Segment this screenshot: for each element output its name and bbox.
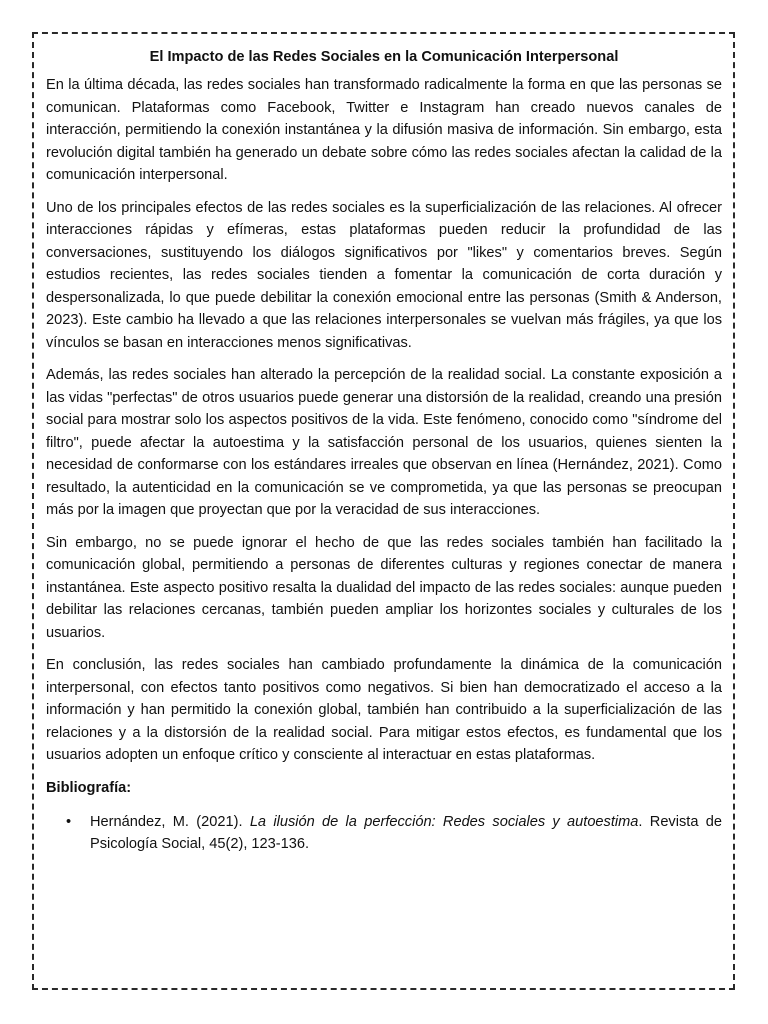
document-title: El Impacto de las Redes Sociales en la Comunicación Interpersonal <box>149 49 619 65</box>
bullet-icon: • <box>66 813 72 830</box>
bibliography-source: . Revista de Psicología Social, 45(2), 123-136. <box>90 813 722 852</box>
bibliography-heading: Bibliografía: <box>46 779 132 796</box>
bibliography-work-title: La ilusión de la perfección: Redes sociales y autoestima <box>249 813 639 830</box>
bibliography-author-year: Hernández, M. (2021). <box>90 813 250 830</box>
document-body <box>46 46 722 856</box>
paragraph-global-communication: Sin embargo, no se puede ignorar el hecho de que las redes sociales también han facilitado la comunicación global, permitiendo a personas de diferentes culturas y regiones conectar de manera instantánea. Este aspecto positivo resalta la dualidad del impacto de las redes sociales: aunque pueden debilitar las relaciones cercanas, también pueden ampliar los horizontes sociales y culturales de los usuarios. <box>46 534 722 641</box>
bibliography-item <box>46 811 722 856</box>
paragraph-superficialization: Uno de los principales efectos de las redes sociales es la superficialización de las relaciones. Al ofrecer interacciones rápidas y efímeras, estas plataformas pueden reducir la profundidad de las conversaciones, sustituyendo los diálogos significativos por "likes" y comentarios breves. Según estudios recientes, las redes sociales tienden a fomentar la comunicación de corta duración y despersonalizada, lo que puede debilitar la conexión emocional entre las personas (Smith & Anderson, 2023). Este cambio ha llevado a que las relaciones interpersonales se vuelvan más frágiles, ya que los vínculos se basan en interacciones menos significativas. <box>46 199 722 351</box>
paragraph-reality-perception: Además, las redes sociales han alterado la percepción de la realidad social. La constante exposición a las vidas "perfectas" de otros usuarios puede generar una distorsión de la realidad, creando una presión social para mostrar solo los aspectos positivos de la vida. Este fenómeno, conocido como "síndrome del filtro", puede afectar la autoestima y la satisfacción personal de los usuarios, quienes sienten la necesidad de conformarse con los estándares irreales que observan en línea (Hernández, 2021). Como resultado, la autenticidad en la comunicación se ve comprometida, ya que las personas se preocupan más por la imagen que proyectan que por la veracidad de sus interacciones. <box>46 367 722 518</box>
bibliography-list <box>46 811 722 856</box>
paragraph-conclusion: En conclusión, las redes sociales han cambiado profundamente la dinámica de la comunicación interpersonal, con efectos tanto positivos como negativos. Si bien han democratizado el acceso a la información y han permitido la conexión global, también han contribuido a la superficialización de las relaciones y a la distorsión de la realidad social. Para mitigar estos efectos, es fundamental que los usuarios adopten un enfoque crítico y consciente al interactuar en estas plataformas. <box>46 657 722 763</box>
paragraph-intro: En la última década, las redes sociales han transformado radicalmente la forma en que las personas se comunican. Plataformas como Facebook, Twitter e Instagram han creado nuevos canales de interacción, permitiendo la conexión instantánea y la difusión masiva de información. Sin embargo, esta revolución digital también ha generado un debate sobre cómo las redes sociales afectan la calidad de la comunicación interpersonal. <box>46 77 722 183</box>
